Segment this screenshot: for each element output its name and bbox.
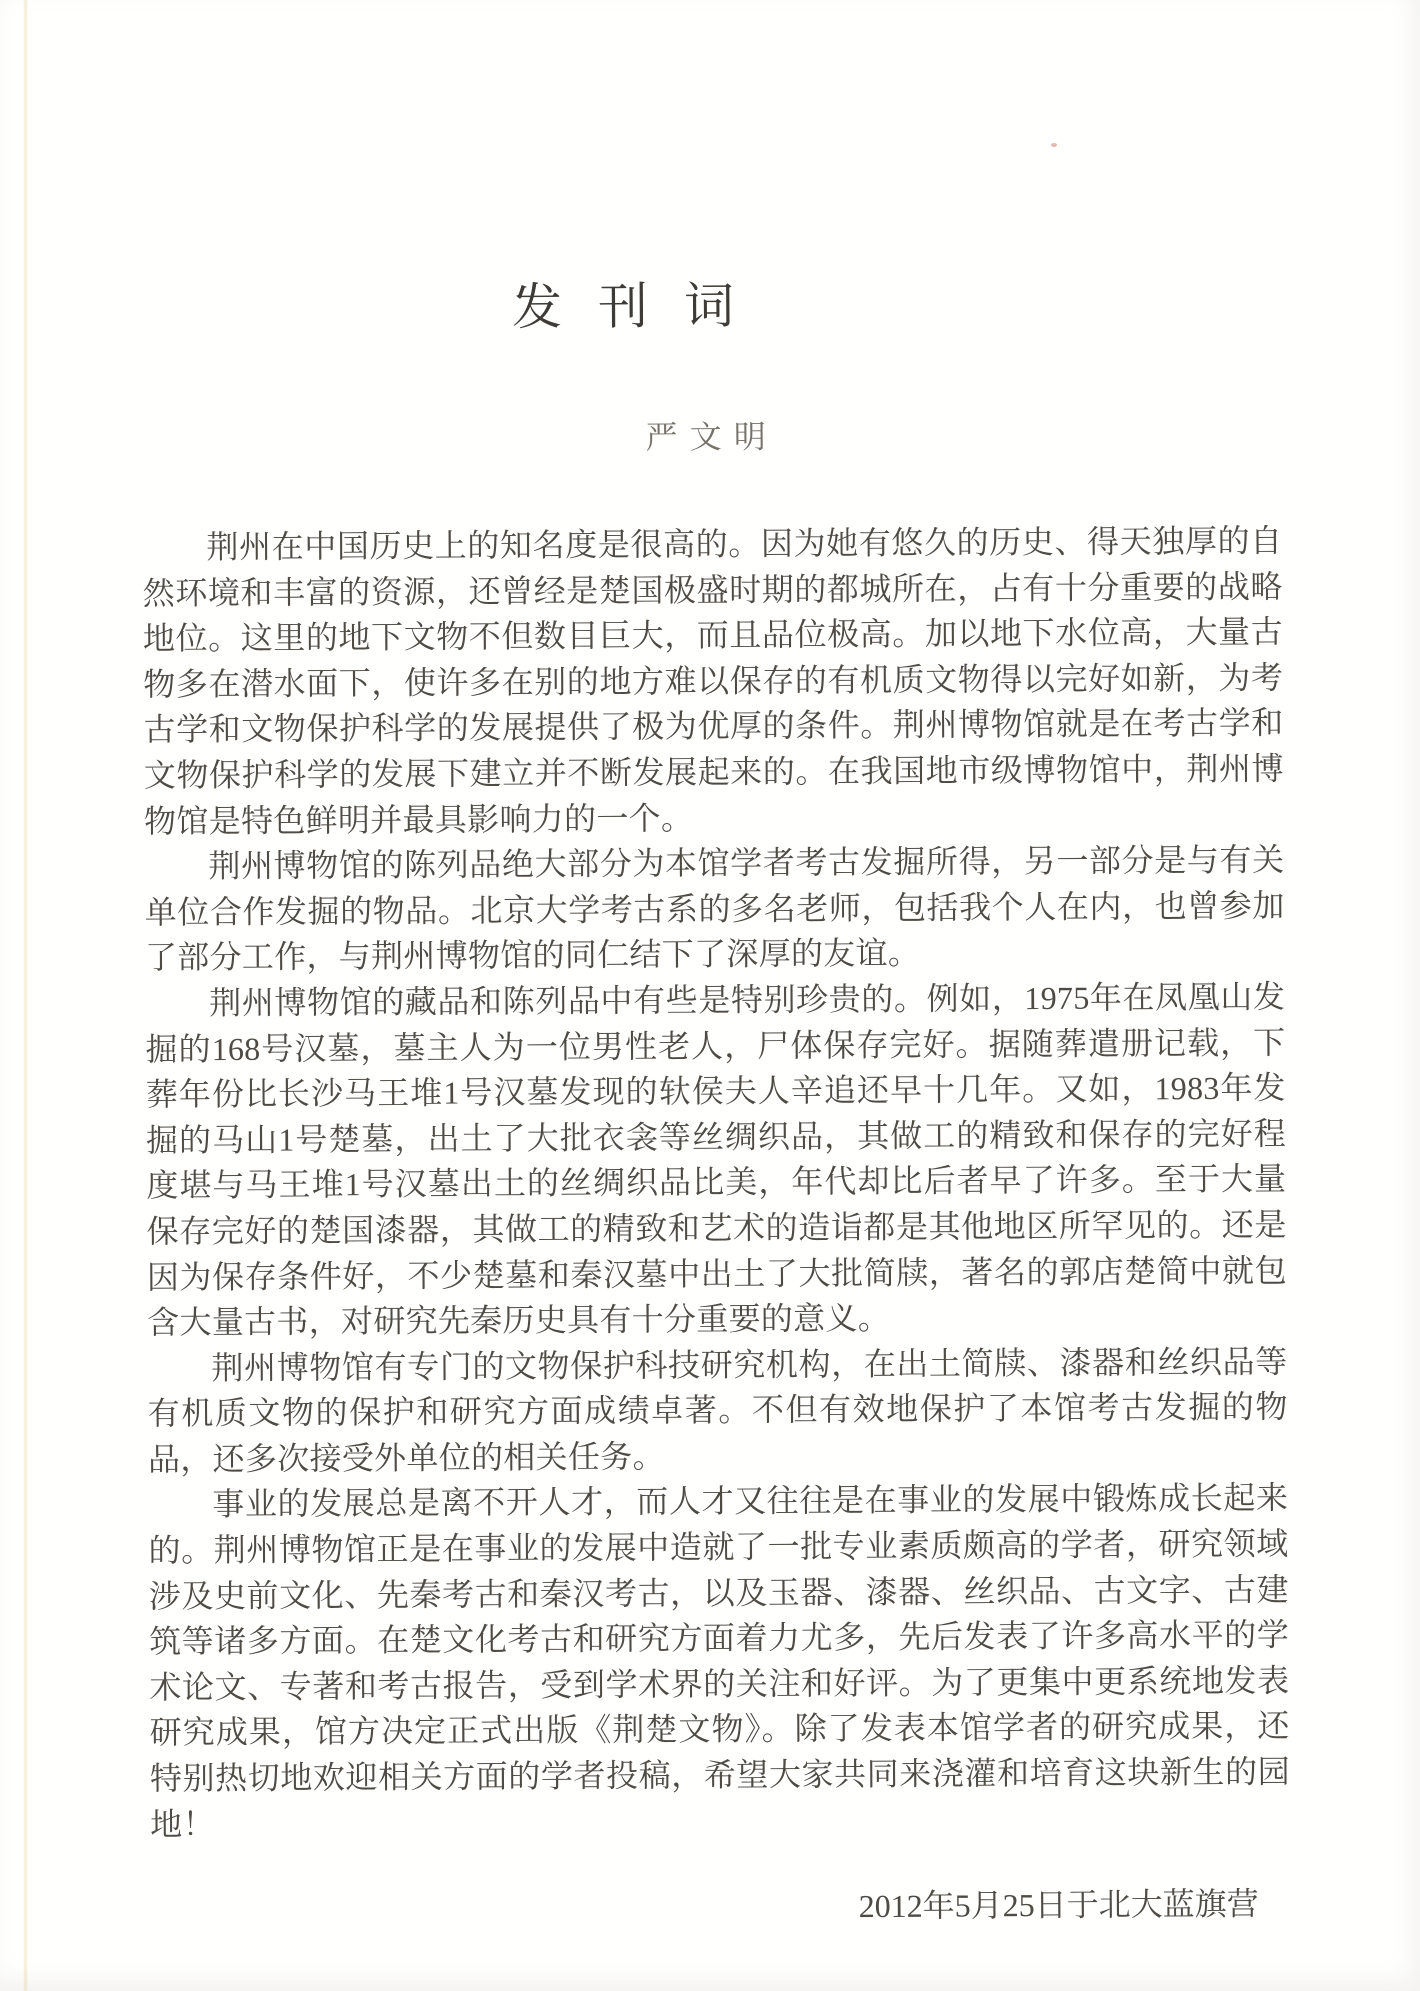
paragraph: 事业的发展总是离不开人才，而人才又往往是在事业的发展中锻炼成长起来的。荆州博物馆正是在事业的发展中造就了一批专业素质颇高的学者，研究领域涉及史前文化、先秦考古和秦汉考古，以及玉器、漆器、丝织品、古文字、古建筑等诸多方面。在楚文化考古和研究方面着力尤多，先后发表了许多高水平的学术论文、专著和考古报告，受到学术界的关注和好评。为了更集中更系统地发表研究成果，馆方决定正式出版《荆楚文物》。除了发表本馆学者的研究成果，还特别热切地欢迎相关方面的学者投稿，希望大家共同来浇灌和培育这块新生的园地！ [148,1479,1291,1843]
paragraph: 荆州博物馆有专门的文物保护科技研究机构，在出土简牍、漆器和丝织品等有机质文物的保护和研究方面成绩卓著。不但有效地保护了本馆考古发掘的物品，还多次接受外单位的相关任务。 [147,1343,1288,1478]
body-text [142,519,1290,1848]
paragraph: 荆州在中国历史上的知名度是很高的。因为她有悠久的历史、得天独厚的自然环境和丰富的资源，还曾经是楚国极盛时期的都城所在，占有十分重要的战略地位。这里的地下文物不但数目巨大，而且品位极高。加以地下水位高，大量古物多在潜水面下，使许多在别的地方难以保存的有机质文物得以完好如新，为考古学和文物保护科学的发展提供了极为优厚的条件。荆州博物馆就是在考古学和文物保护科学的发展下建立并不断发展起来的。在我国地市级博物馆中，荆州博物馆是特色鲜明并最具影响力的一个。 [142,522,1284,840]
page-content [139,0,1291,1934]
page-title: 发刊词 [511,277,771,336]
author-name: 严文明 [645,418,779,456]
dateline: 2012年5月25日于北大蓝旗营 [858,1885,1259,1925]
paragraph: 荆州博物馆的陈列品绝大部分为本馆学者考古发掘所得，另一部分是与有关单位合作发掘的物品。北京大学考古系的多名老师，包括我个人在内，也曾参加了部分工作，与荆州博物馆的同仁结下了深厚的友谊。 [144,841,1285,976]
scan-edge-line [24,0,27,1991]
paragraph: 荆州博物馆的藏品和陈列品中有些是特别珍贵的。例如，1975年在凤凰山发掘的168号汉墓，墓主人为一位男性老人，尸体保存完好。据随葬遣册记载，下葬年份比长沙马王堆1号汉墓发现的轪侯夫人辛追还早十几年。又如，1983年发掘的马山1号楚墓，出土了大批衣衾等丝绸织品，其做工的精致和保存的完好程度堪与马王堆1号汉墓出土的丝绸织品比美，年代却比后者早了许多。至于大量保存完好的楚国漆器，其做工的精致和艺术的造诣都是其他地区所罕见的。还是因为保存条件好，不少楚墓和秦汉墓中出土了大批简牍，著名的郭店楚简中就包含大量古书，对研究先秦历史具有十分重要的意义。 [145,978,1287,1341]
